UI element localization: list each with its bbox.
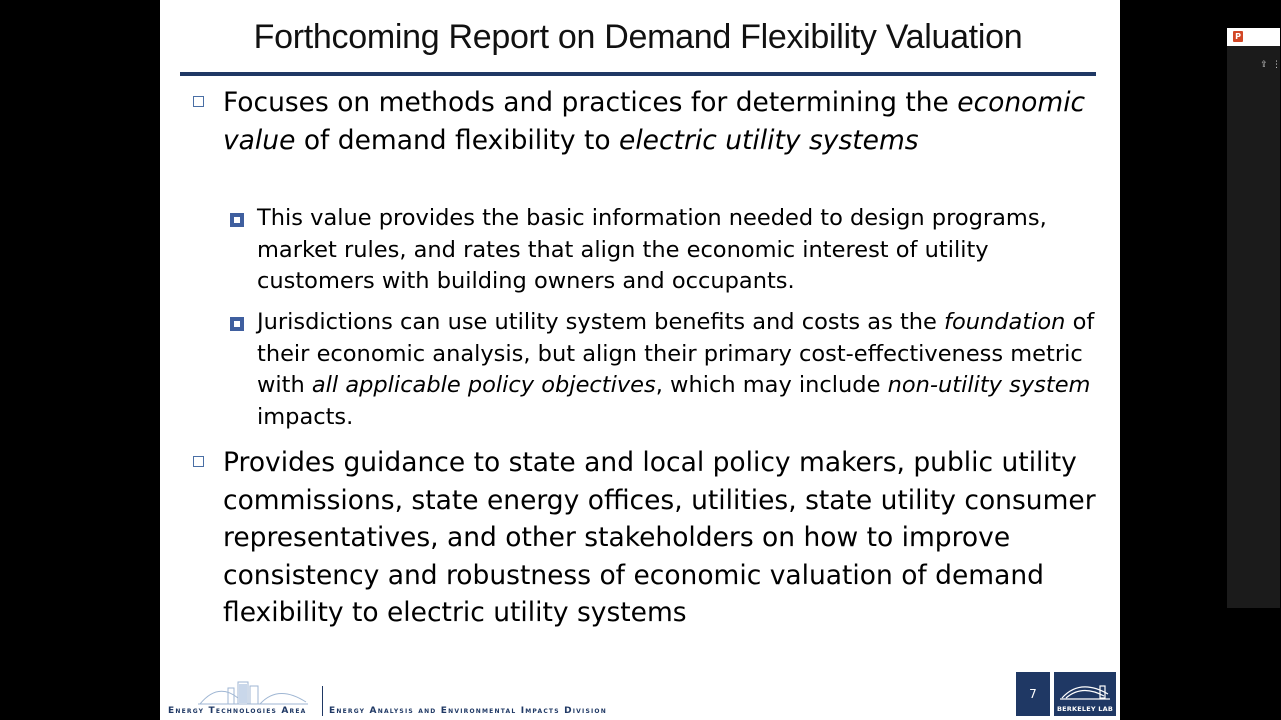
slide-title: Forthcoming Report on Demand Flexibility Valuation: [253, 18, 1023, 56]
upload-icon[interactable]: ⇪: [1260, 60, 1268, 70]
lab-arch-icon: [1054, 672, 1116, 706]
slide-number: 7: [1016, 672, 1050, 716]
footer-org-right: Energy Analysis and Environmental Impacts Division: [329, 706, 607, 716]
presenter-side-panel: [1227, 28, 1280, 608]
bullet-segment: Provides guidance to state and local policy makers, public utility commissions, state energy offices, utilities, state utility consumer representatives, and other stakeholders on how to improve consistency and robustness of economic valuation of demand flexibility to electric utility systems: [223, 447, 1096, 628]
bullet-segment: foundation: [944, 309, 1066, 335]
bullet-1-sub-2: [257, 307, 1102, 433]
skyline-graphic-icon: [198, 676, 308, 706]
bullet-segment: Jurisdictions can use utility system benefits and costs as the: [257, 309, 945, 335]
bullet-segment: This value provides the basic information needed to design programs, market rules, and rates that align the economic interest of utility customers with building owners and occupants.: [257, 205, 1047, 294]
filled-square-bullet-icon: [230, 213, 244, 227]
bullet-segment: Focuses on methods and practices for determining the: [223, 87, 958, 118]
footer-org-left: Energy Technologies Area: [168, 706, 307, 716]
bullet-segment: electric utility systems: [619, 124, 919, 156]
presentation-slide: [160, 0, 1120, 720]
bullet-segment: of their economic analysis, but align their primary cost-effectiveness metric with: [257, 309, 1095, 398]
bullet-segment: economic value: [223, 87, 1086, 156]
bullet-1: [223, 84, 1103, 159]
bullet-segment: impacts.: [257, 403, 354, 430]
hollow-square-bullet-icon: [193, 96, 204, 107]
bullet-2: [223, 444, 1103, 632]
more-options-icon[interactable]: ⋮: [1272, 60, 1281, 70]
powerpoint-icon[interactable]: P: [1233, 31, 1243, 42]
title-underline: [180, 72, 1096, 76]
lab-logo-text: BERKELEY LAB: [1057, 705, 1113, 713]
bullet-1-sub-1: [257, 203, 1102, 298]
filled-square-bullet-icon: [230, 317, 244, 331]
bullet-segment: all applicable policy objectives: [311, 372, 656, 398]
footer-separator: [322, 686, 323, 716]
berkeley-lab-logo: [1054, 672, 1116, 716]
bullet-segment: of demand flexibility to: [295, 124, 620, 156]
bullet-segment: , which may include: [655, 372, 888, 398]
hollow-square-bullet-icon: [193, 456, 204, 467]
bullet-segment: non-utility system: [887, 372, 1091, 398]
